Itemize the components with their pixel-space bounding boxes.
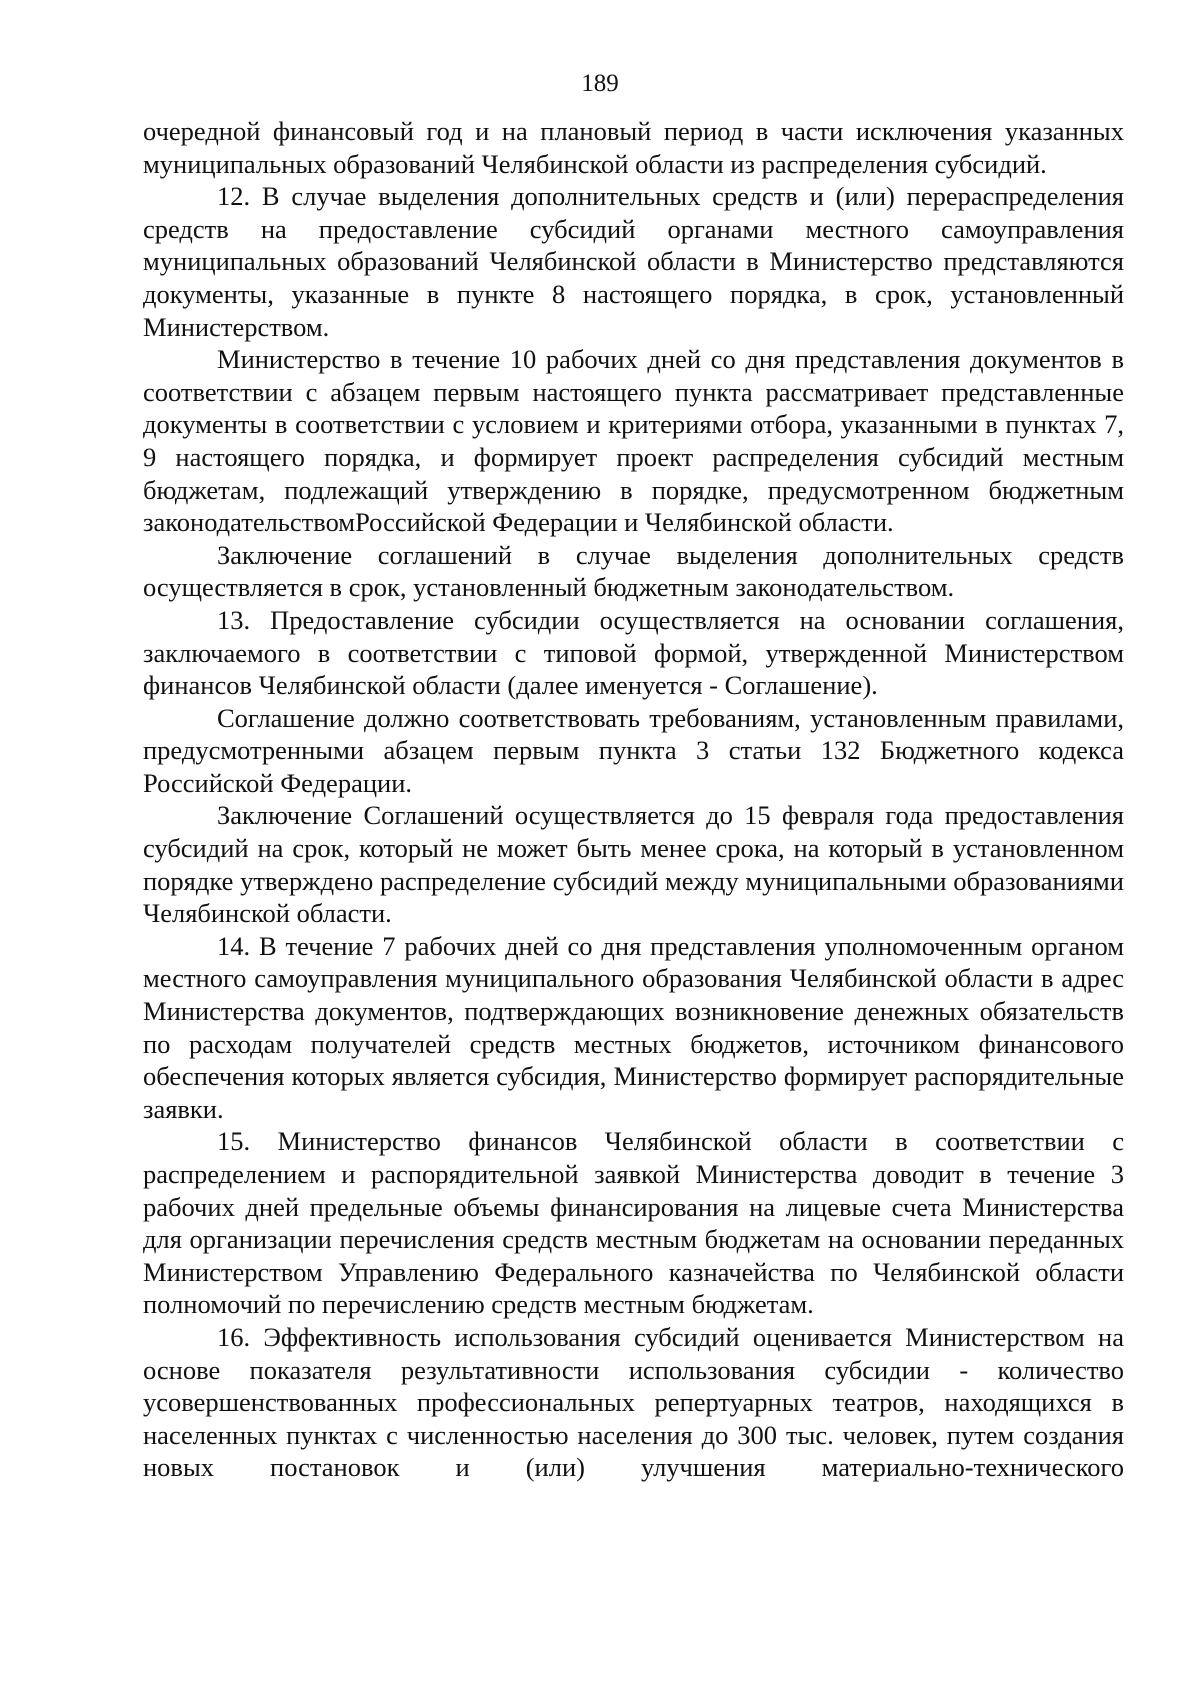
paragraph-agreement-requirements: Соглашение должно соответствовать требованиям, установленным правилами, предусмотренными абзацем первым пункта 3 статьи 132 Бюджетного кодекса Российской Федерации. bbox=[143, 702, 1124, 798]
paragraph-item-14: 14. В течение 7 рабочих дней со дня представления уполномоченным органом местного самоуправления муниципального образования Челябинской области в адрес Министерства документов, подтверждающих возникновение денежных обязательств по расходам получателей средств местных бюджетов, источником финансового обеспечения которых является субсидия, Министерство формирует распорядительные заявки. bbox=[143, 930, 1124, 1124]
paragraph-item-15: 15. Министерство финансов Челябинской области в соответствии с распределением и распорядительной заявкой Министерства доводит в течение 3 рабочих дней предельные объемы финансирования на лицевые счета Министерства для организации перечисления средств местным бюджетам на основании переданных Министерством Управлению Федерального казначейства по Челябинской области полномочий по перечислению средств местным бюджетам. bbox=[143, 1126, 1124, 1320]
paragraph-agreement-deadline: Заключение Соглашений осуществляется до 15 февраля года предоставления субсидий на срок, который не может быть менее срока, на который в установленном порядке утверждено распределение субсидий между муниципальными образованиями Челябинской области. bbox=[143, 800, 1124, 929]
paragraph-item-16: 16. Эффективность использования субсидий оценивается Министерством на основе показателя результативности использования субсидии - количество усовершенствованных профессиональных репертуарных театров, находящихся в населенных пунктах с численностью населения до 300 тыс. человек, путем создания новых постановок и (или) улучшения материально-технического bbox=[143, 1321, 1124, 1483]
paragraph-item-12: 12. В случае выделения дополнительных средств и (или) перераспределения средств на предоставление субсидий органами местного самоуправления муниципальных образований Челябинской области в Министерство представляются документы, указанные в пункте 8 настоящего порядка, в срок, установленный Министерством. bbox=[143, 181, 1124, 342]
paragraph-agreements-conclusion: Заключение соглашений в случае выделения дополнительных средств осуществляется в срок, установленный бюджетным законодательством. bbox=[143, 539, 1124, 603]
page-number: 189 bbox=[581, 70, 619, 97]
document-body bbox=[143, 115, 1124, 1484]
paragraph-item-13: 13. Предоставление субсидии осуществляется на основании соглашения, заключаемого в соответствии с типовой формой, утвержденной Министерством финансов Челябинской области (далее именуется - Соглашение). bbox=[143, 604, 1124, 701]
paragraph-ministry-review: Министерство в течение 10 рабочих дней со дня представления документов в соответствии с абзацем первым настоящего пункта рассматривает представленные документы в соответствии с условием и критериями отбора, указанными в пунктах 7, 9 настоящего порядка, и формирует проект распределения субсидий местным бюджетам, подлежащий утверждению в порядке, предусмотренном бюджетным законодательствомРоссийской Федерации и Челябинской области. bbox=[143, 344, 1124, 538]
paragraph-continuation: очередной финансовый год и на плановый период в части исключения указанных муниципальных образований Челябинской области из распределения субсидий. bbox=[143, 116, 1124, 179]
